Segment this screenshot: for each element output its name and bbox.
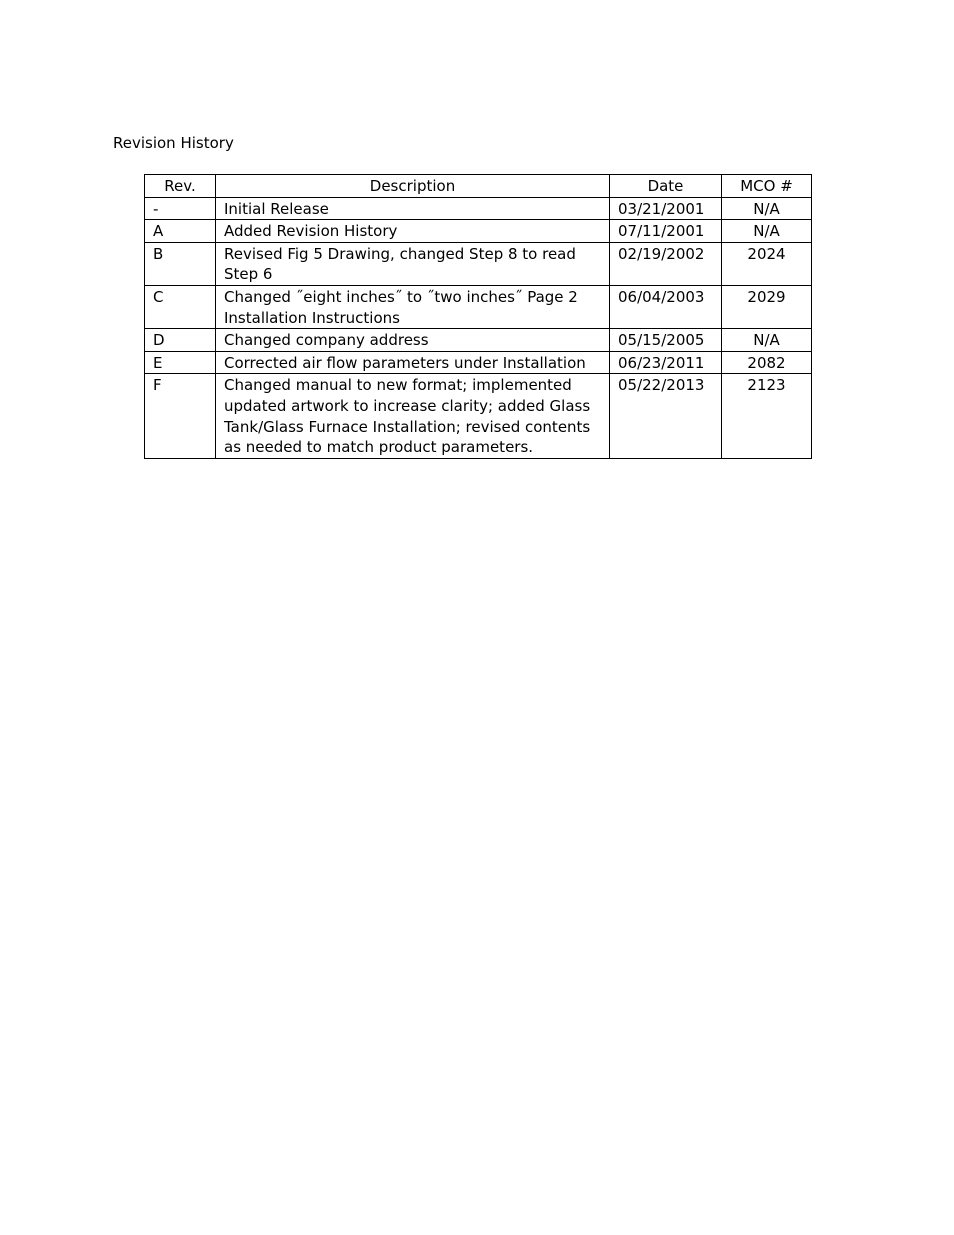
cell-rev: C <box>145 285 216 328</box>
cell-rev: F <box>145 374 216 458</box>
cell-date: 07/11/2001 <box>610 220 722 243</box>
cell-date: 05/22/2013 <box>610 374 722 458</box>
cell-rev: B <box>145 242 216 285</box>
table-row <box>145 374 812 458</box>
cell-rev: A <box>145 220 216 243</box>
cell-description: Changed ˝eight inches˝ to ˝two inches˝ Page 2 Installation Instructions <box>216 285 610 328</box>
table-row <box>145 285 812 328</box>
header-description: Description <box>216 175 610 198</box>
cell-rev: D <box>145 329 216 352</box>
cell-mco: 2123 <box>722 374 812 458</box>
table-header-row <box>145 175 812 198</box>
table-row <box>145 220 812 243</box>
cell-date: 03/21/2001 <box>610 197 722 220</box>
cell-description: Revised Fig 5 Drawing, changed Step 8 to read Step 6 <box>216 242 610 285</box>
cell-description: Changed manual to new format; implemented updated artwork to increase clarity; added Glass Tank/Glass Furnace Installation; revised contents as needed to match product parameters. <box>216 374 610 458</box>
cell-date: 02/19/2002 <box>610 242 722 285</box>
section-heading: Revision History <box>113 134 234 152</box>
table-row <box>145 329 812 352</box>
table-row <box>145 242 812 285</box>
cell-date: 06/23/2011 <box>610 351 722 374</box>
cell-mco: 2082 <box>722 351 812 374</box>
cell-mco: N/A <box>722 329 812 352</box>
header-mco: MCO # <box>722 175 812 198</box>
cell-description: Changed company address <box>216 329 610 352</box>
header-date: Date <box>610 175 722 198</box>
cell-mco: 2029 <box>722 285 812 328</box>
cell-mco: 2024 <box>722 242 812 285</box>
cell-rev: E <box>145 351 216 374</box>
cell-rev: - <box>145 197 216 220</box>
table-row <box>145 197 812 220</box>
header-rev: Rev. <box>145 175 216 198</box>
cell-date: 06/04/2003 <box>610 285 722 328</box>
cell-description: Corrected air flow parameters under Installation <box>216 351 610 374</box>
cell-date: 05/15/2005 <box>610 329 722 352</box>
revision-history-table <box>144 174 812 459</box>
cell-mco: N/A <box>722 197 812 220</box>
cell-mco: N/A <box>722 220 812 243</box>
cell-description: Initial Release <box>216 197 610 220</box>
table-row <box>145 351 812 374</box>
cell-description: Added Revision History <box>216 220 610 243</box>
